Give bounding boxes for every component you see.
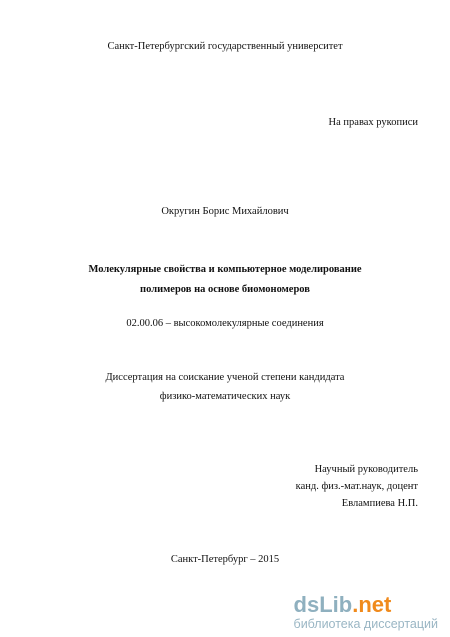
rights-notice: На правах рукописи bbox=[328, 117, 418, 128]
supervisor-block bbox=[296, 461, 418, 512]
university-name: Санкт-Петербургский государственный университет bbox=[107, 41, 343, 52]
logo-main: dsLib bbox=[293, 592, 353, 617]
dslib-watermark[interactable] bbox=[294, 594, 438, 631]
degree-line-1: Диссертация на соискание ученой степени кандидата bbox=[105, 372, 345, 383]
logo-tld: .net bbox=[352, 592, 392, 617]
supervisor-name: Евлампиева Н.П. bbox=[341, 498, 418, 509]
city-year: Санкт-Петербург – 2015 bbox=[170, 554, 280, 565]
dslib-logo bbox=[294, 594, 438, 616]
specialty-code: 02.00.06 – высокомолекулярные соединения bbox=[126, 318, 324, 329]
supervisor-degree: канд. физ.-мат.наук, доцент bbox=[295, 481, 418, 492]
degree-line-2: физико-математических наук bbox=[159, 391, 291, 402]
dissertation-title-line-2: полимеров на основе биомономеров bbox=[140, 284, 310, 295]
dissertation-title-line-1: Молекулярные свойства и компьютерное моделирование bbox=[88, 264, 362, 275]
supervisor-label: Научный руководитель bbox=[314, 464, 418, 475]
watermark-subtitle: библиотека диссертаций bbox=[293, 617, 438, 631]
author-name: Округин Борис Михайлович bbox=[161, 206, 289, 217]
